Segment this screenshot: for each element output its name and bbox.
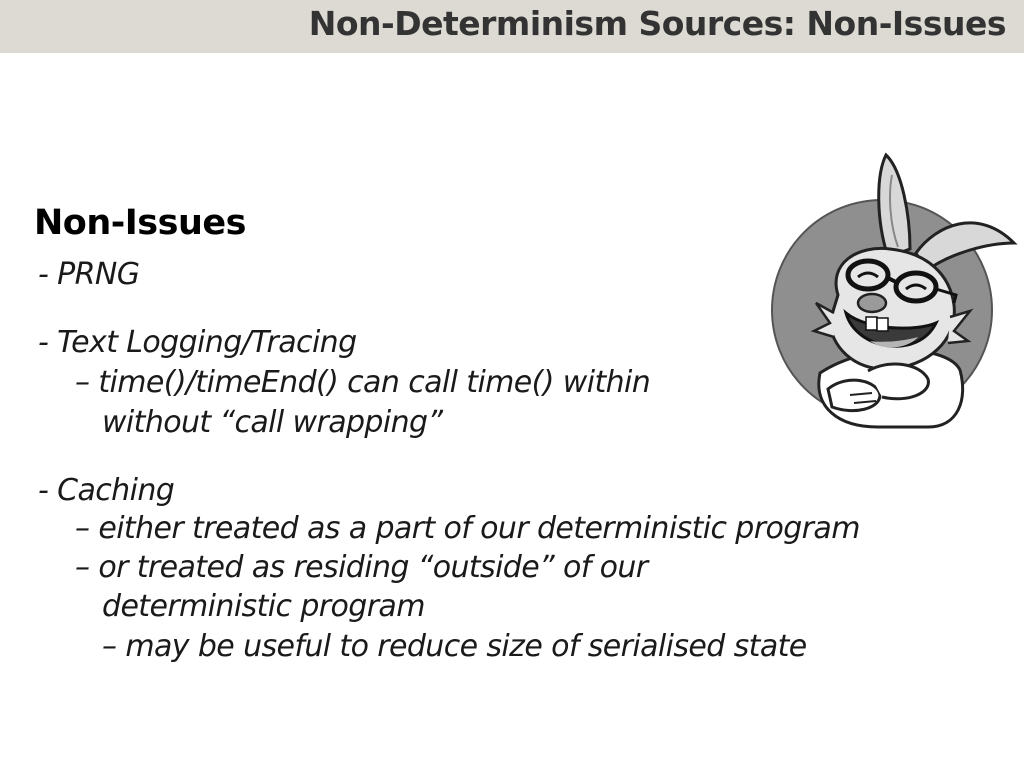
subbullet-outside: – or treated as residing “outside” of our [75,550,648,585]
subbullet-time-calls: – time()/timeEnd() can call time() within [75,365,651,400]
subbullet-time-calls-cont: without “call wrapping” [102,405,443,440]
section-heading: Non-Issues [34,203,246,243]
subbullet-deterministic-part: – either treated as a part of our deterministic program [75,511,860,546]
subbullet-serialised-state: – may be useful to reduce size of serialised state [102,629,807,664]
bullet-caching: - Caching [38,473,175,508]
bullet-text-logging: - Text Logging/Tracing [38,325,357,360]
bullet-prng: - PRNG [38,257,140,292]
rabbit-mascot-image [768,145,1018,430]
title-bar [0,0,1024,53]
subbullet-outside-cont: deterministic program [102,589,425,624]
slide-title: Non-Determinism Sources: Non-Issues [308,4,1006,43]
